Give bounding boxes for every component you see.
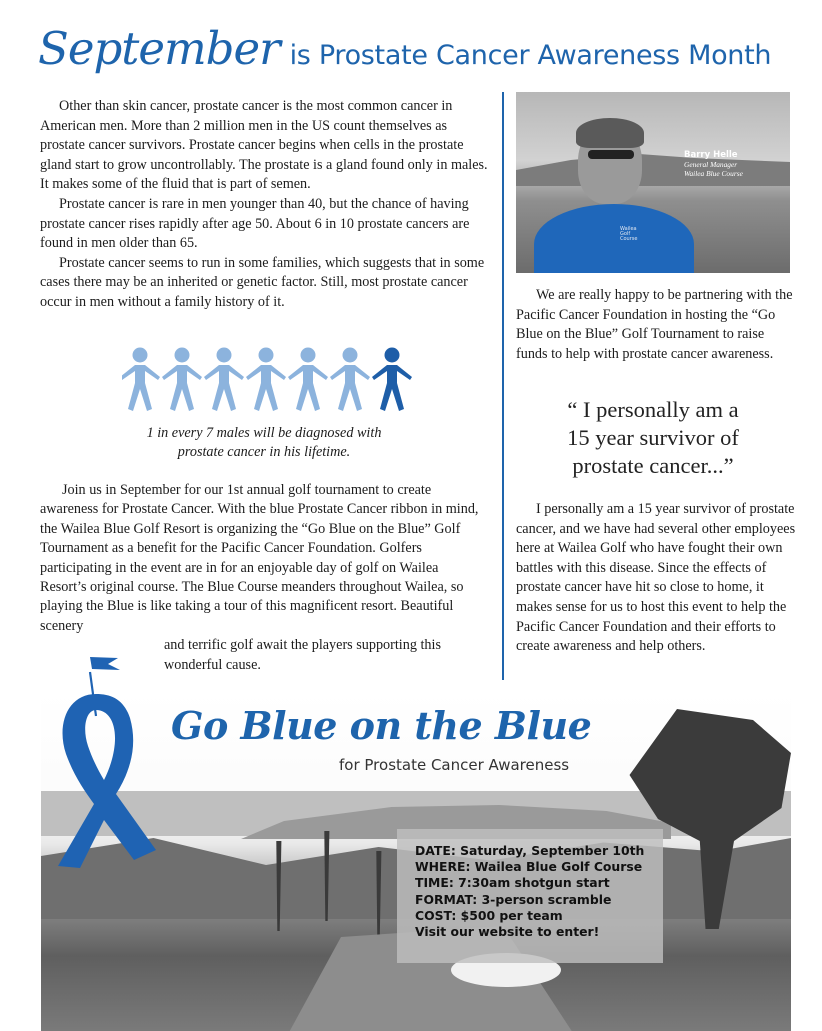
partner-paragraph: We are really happy to be partnering with the Pacific Cancer Foundation in hosting the “Go Blue on the Blue” Golf Tournament to raise funds to help with prostate cancer awareness. xyxy=(516,287,793,362)
detail-time: TIME: 7:30am shotgun start xyxy=(415,875,610,891)
column-divider xyxy=(502,92,504,680)
detail-cost: COST: $500 per team xyxy=(415,907,563,923)
one-in-seven-figure xyxy=(122,347,414,413)
statistic-caption xyxy=(40,424,488,462)
detail-where: WHERE: Wailea Blue Golf Course xyxy=(415,859,643,875)
person-figure xyxy=(122,348,160,412)
event-details-box xyxy=(397,829,663,963)
survivor-paragraph: I personally am a 15 year survivor of prostate cancer, and we have had several other employees here at Wailea Golf who have fought their own battles with this disease. Since the effects of prostate cancer have hit so close to home, it makes sense for us to host this event to help the Pacific Cancer Foundation and their efforts to create awareness and help others. xyxy=(516,501,796,655)
banner-subhead: for Prostate Cancer Awareness xyxy=(339,756,570,774)
person-figure xyxy=(330,348,370,412)
shirt-logo: Wailea Golf Course xyxy=(620,226,638,242)
manager-photo xyxy=(516,92,790,273)
intro-paragraph-1: Other than skin cancer, prostate cancer is the most common cancer in American men. More than 2 million men in the US count themselves as prostate cancer survivors. Prostate cancer begins when cells in the prostate gland start to grow uncontrollably. The prostate is a gland found only in males. It makes some of the fluid that is part of semen. xyxy=(40,98,488,193)
caption-line-1: 1 in every 7 males will be diagnosed with xyxy=(146,425,382,441)
page-title xyxy=(38,22,798,92)
person-figure xyxy=(162,348,202,412)
photo-caption-name: Barry Helle xyxy=(684,150,738,160)
person-figure xyxy=(204,348,244,412)
title-rest: is Prostate Cancer Awareness Month xyxy=(289,40,772,71)
tournament-article xyxy=(40,481,488,675)
detail-date: DATE: Saturday, September 10th xyxy=(415,843,645,858)
person-figure xyxy=(288,348,328,412)
intro-paragraph-2: Prostate cancer is rare in men younger than 40, but the chance of having prostate cancer rises rapidly after age 50. About 6 in 10 prostate cancers are found in men older than 65. xyxy=(40,195,470,252)
photo-caption-role: General Manager Wailea Blue Course xyxy=(684,160,743,178)
person-figure-highlighted xyxy=(372,348,412,412)
detail-format: FORMAT: 3-person scramble xyxy=(415,891,612,907)
tournament-paragraph-tail: and terrific golf await the players supporting this wonderful cause. xyxy=(164,637,441,673)
tournament-paragraph: Join us in September for our 1st annual golf tournament to create awareness for Prostate Cancer. With the blue Prostate Cancer ribbon in mind, the Wailea Blue Golf Resort is organizing the “Go Blue on the Blue” Golf Tournament as a benefit for the Pacific Cancer Foundation. Golfers participating in the event are in for an enjoyable day of golf on Wailea Resort’s original course. The Blue Course meanders throughout Wailea, so playing the Blue is like taking a tour of this magnificent resort. Beautiful scenery xyxy=(40,482,479,634)
intro-article xyxy=(40,97,488,313)
sunglasses xyxy=(588,150,634,159)
website-cta[interactable]: Visit our website to enter! xyxy=(415,924,600,940)
person-figure xyxy=(246,348,286,412)
awareness-ribbon-icon xyxy=(38,654,198,874)
pull-quote: “ I personally am a 15 year survivor of prostate cancer...” xyxy=(567,397,739,478)
banner-headline: Go Blue on the Blue xyxy=(171,703,592,748)
caption-line-2: prostate cancer in his lifetime. xyxy=(177,444,351,460)
intro-paragraph-3: Prostate cancer seems to run in some families, which suggests that in some cases there may be an inherited or genetic factor. Still, most prostate cancer occur in men without a family history of it. xyxy=(40,254,485,310)
title-script-word: September xyxy=(38,22,280,75)
